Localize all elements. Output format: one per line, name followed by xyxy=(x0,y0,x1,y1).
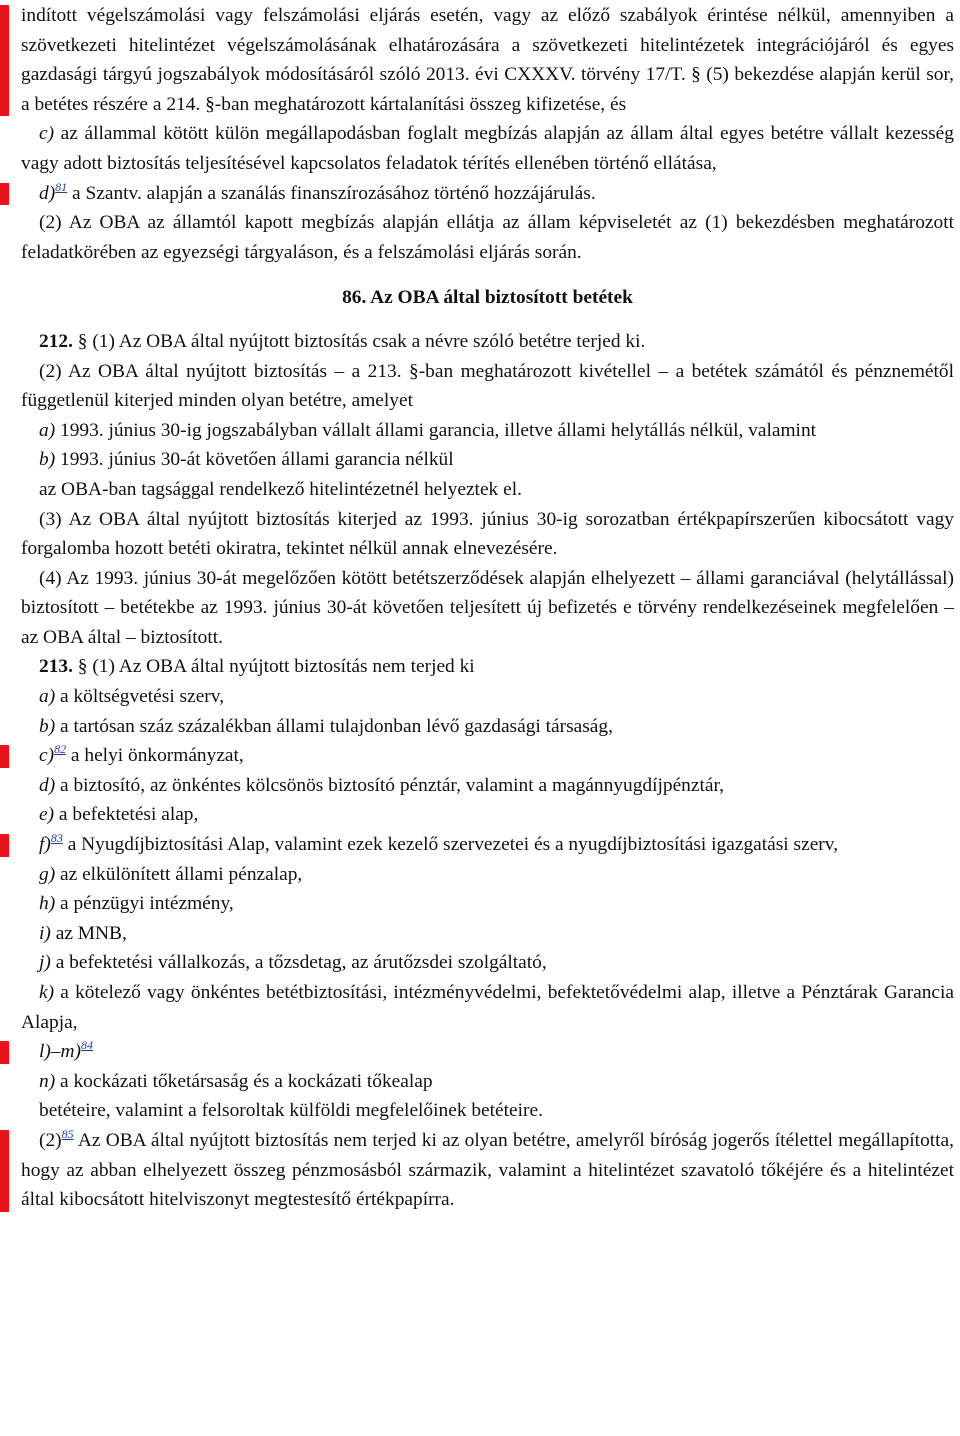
section-212-paragraph-3 xyxy=(0,505,960,564)
list-item xyxy=(0,771,960,801)
list-item xyxy=(0,978,960,1037)
item-label: b) xyxy=(39,715,56,737)
list-item xyxy=(0,712,960,742)
paragraph-text: betéteire, valamint a felsoroltak külföldi megfelelőinek betéteire. xyxy=(39,1100,543,1122)
item-text: a tartósan száz százalékban állami tulajdonban lévő gazdasági társaság, xyxy=(55,715,613,737)
paragraph-text: (2) Az OBA az államtól kapott megbízás alapján ellátja az állam képviseletét az (1) bekezdésben meghatározott feladatkörében az egyezségi tárgyaláson, és a felszámolási eljárás során. xyxy=(21,212,954,263)
paragraph-text: § (1) Az OBA által nyújtott biztosítás csak a névre szóló betétre terjed ki. xyxy=(72,330,646,352)
item-text: a Szantv. alapján a szanálás finanszírozásához történő hozzájárulás. xyxy=(67,182,596,204)
item-label: g) xyxy=(39,863,56,885)
paragraph-text: Az OBA által nyújtott biztosítás nem terjed ki az olyan betétre, amelyről bíróság jogerős ítélettel megállapította, hogy az abban elhelyezett összeg pénzmosásból származik, valamint a hitelintézet szavatoló tőkéjére és a hitelintézet által kibocsátott hitelviszonyt megtestesítő értékpapírra. xyxy=(21,1129,954,1211)
item-text: 1993. június 30-ig jogszabályban vállalt állami garancia, illetve állami helytállás nélkül, valamint xyxy=(55,419,817,441)
document-page xyxy=(0,1,960,1215)
item-text: a kötelező vagy önkéntes betétbiztosítási, intézményvédelmi, befektetővédelmi alap, illetve a Pénztárak Garancia Alapja, xyxy=(21,982,954,1033)
section-213-closing xyxy=(0,1096,960,1126)
paragraph-text: § (1) Az OBA által nyújtott biztosítás nem terjed ki xyxy=(72,656,475,678)
section-213-intro xyxy=(0,652,960,682)
list-item xyxy=(0,860,960,890)
item-text: az MNB, xyxy=(50,922,127,944)
footnote-link-83[interactable]: 83 xyxy=(50,831,63,846)
item-text: a költségvetési szerv, xyxy=(55,686,225,708)
footnote-link-82[interactable]: 82 xyxy=(54,742,67,757)
section-213-paragraph-2 xyxy=(0,1126,960,1215)
item-text: az állammal kötött külön megállapodásban foglalt megbízás alapján az állam által egyes betétre vállalt kezesség vagy adott biztosítás teljesítésével kapcsolatos feladatok térítés ellenében történő ellátása, xyxy=(21,123,954,174)
list-item xyxy=(0,1067,960,1097)
item-text: a pénzügyi intézmény, xyxy=(55,893,234,915)
item-label: a) xyxy=(39,686,56,708)
item-label: i) xyxy=(39,922,51,944)
item-text: a helyi önkormányzat, xyxy=(66,745,244,767)
paragraph-text: indított végelszámolási vagy felszámolási eljárás esetén, vagy az előző szabályok érintése nélkül, amennyiben a szövetkezeti hitelintézet végelszámolásának elhatározására a szövetkezeti hitelintézetek integrációjáról és egyes gazdasági tárgyú jogszabályok módosításáról szóló 2013. évi CXXXV. törvény 17/T. § (5) bekezdése alapján kerül sor, a betétes részére a 214. §-ban meghatározott kártalanítási összeg kifizetése, és xyxy=(21,5,954,115)
section-212-closing xyxy=(0,475,960,505)
section-212-paragraph-1 xyxy=(0,327,960,357)
item-label: c) xyxy=(39,123,55,145)
item-label: d) xyxy=(39,182,56,204)
paragraph-text: (4) Az 1993. június 30-át megelőzően kötött betétszerződések alapján elhelyezett – állami garanciával (helytállással) biztosított – betétekbe az 1993. június 30-át követően teljesített új befizetés e törvény rendelkezéseinek megfelelően – az OBA által – biztosított. xyxy=(21,567,954,648)
item-label: k) xyxy=(39,982,55,1003)
item-label: j) xyxy=(39,952,51,974)
list-item xyxy=(0,948,960,978)
item-label: n) xyxy=(39,1070,56,1092)
paragraph-text: (2) Az OBA által nyújtott biztosítás – a 213. §-ban meghatározott kivétellel – a betétek számától és pénznemétől függetlenül kiterjed minden olyan betétre, amelyet xyxy=(21,360,954,412)
item-text: a befektetési vállalkozás, a tőzsdetag, az árutőzsdei szolgáltató, xyxy=(50,952,547,974)
item-text: a kockázati tőketársaság és a kockázati tőkealap xyxy=(55,1070,433,1092)
item-label: b) xyxy=(39,449,56,471)
section-213-list xyxy=(0,682,960,1096)
paragraph-label: (2) xyxy=(39,1129,62,1151)
paragraph-text: (3) Az OBA által nyújtott biztosítás kiterjed az 1993. június 30-ig sorozatban értékpapírszerűen kibocsátott vagy forgalomba hozott betéti okiratra, tekintet nélkül annak elnevezésére. xyxy=(21,508,954,560)
item-label: c) xyxy=(39,745,55,767)
section-212-item-a xyxy=(0,416,960,446)
paragraph-2 xyxy=(0,208,960,267)
footnote-link-85[interactable]: 85 xyxy=(61,1126,74,1141)
item-label: h) xyxy=(39,893,56,915)
section-number: 212. xyxy=(39,330,73,352)
item-text: a befektetési alap, xyxy=(54,804,199,826)
section-212-paragraph-4 xyxy=(0,564,960,653)
item-text: a Nyugdíjbiztosítási Alap, valamint ezek kezelő szervezetei és a nyugdíjbiztosítási igazgatási szerv, xyxy=(62,834,839,856)
paragraph-text: az OBA-ban tagsággal rendelkező hitelintézetnél helyeztek el. xyxy=(39,478,522,500)
list-item xyxy=(0,682,960,712)
section-number: 213. xyxy=(39,656,73,678)
footnote-link-81[interactable]: 81 xyxy=(55,179,68,194)
item-text: az elkülönített állami pénzalap, xyxy=(55,863,303,885)
item-label: a) xyxy=(39,419,56,441)
list-item-c xyxy=(0,119,960,178)
item-label: l)–m) xyxy=(39,1041,82,1063)
footnote-link-84[interactable]: 84 xyxy=(81,1038,94,1053)
item-label: d) xyxy=(39,774,56,796)
list-item-d xyxy=(0,179,960,209)
item-text: 1993. június 30-át követően állami garancia nélkül xyxy=(55,449,454,471)
item-text: a biztosító, az önkéntes kölcsönös biztosító pénztár, valamint a magánnyugdíjpénztár, xyxy=(55,774,725,796)
section-212-paragraph-2 xyxy=(0,357,960,416)
paragraph-continuation xyxy=(0,1,960,119)
list-item xyxy=(0,1037,960,1067)
list-item xyxy=(0,741,960,771)
list-item xyxy=(0,800,960,830)
section-212-item-b xyxy=(0,445,960,475)
item-label: e) xyxy=(39,804,55,826)
list-item xyxy=(0,919,960,949)
list-item xyxy=(0,830,960,860)
item-label: f) xyxy=(39,834,51,856)
list-item xyxy=(0,889,960,919)
section-heading: 86. Az OBA által biztosított betétek xyxy=(342,287,633,309)
